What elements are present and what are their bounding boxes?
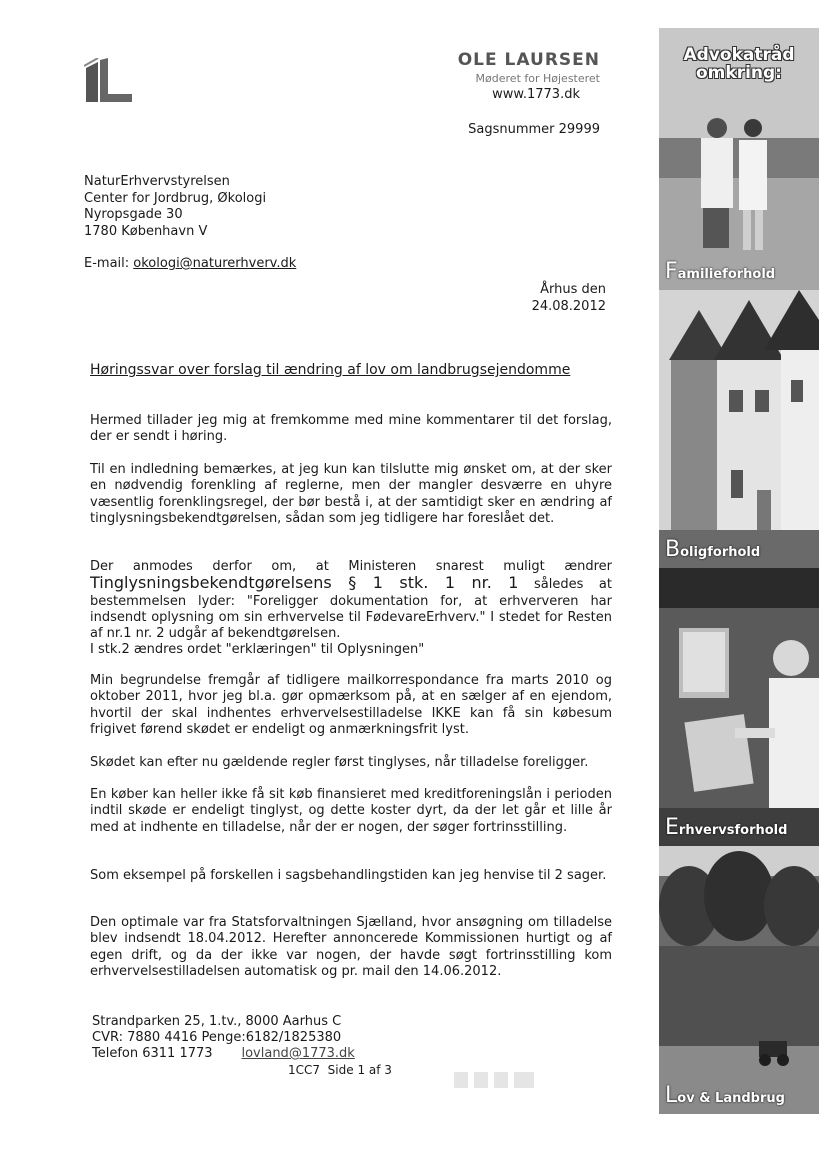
recipient-line: Nyropsgade 30 [84,207,183,222]
body-paragraph: Den optimale var fra Statsforvaltningen Sjælland, hvor ansøgning om tilladelse blev indsendt 18.04.2012. Herefter annoncerede Kommissionen hurtigt og af egen drift, og da der ikke var nogen, der havde søgt fortrinsstilling kom erhvervelsestilladelsen automatisk og pr. mail den 14.06.2012. [90,915,612,979]
label-initial: F [665,259,678,284]
date-place: Århus den [540,282,606,297]
lawyer-name: OLE LAURSEN [457,50,600,70]
label-rest: ov & Landbrug [677,1091,785,1106]
sidebar-panel-family[interactable] [659,28,819,290]
case-number: Sagsnummer 29999 [468,122,600,137]
label-initial: B [665,537,681,562]
panel-label-agriculture [665,1083,785,1108]
request-text: således at bestemmelsen lyder: "Foreligger dokumentation for, at erhververen har indsendt oplysning om sin erhvervelse til FødevareErhverv." I stedet for Resten af nr.1 nr. 2 udgår af bekendtgørelsen. [90,577,612,642]
website[interactable]: www.1773.dk [492,87,580,102]
sidebar-panel-housing[interactable] [659,290,819,568]
sidebar-title-line: Advokatråd [683,45,795,65]
label-rest: amilieforhold [677,267,776,282]
panel-label-business [665,815,787,840]
label-rest: oligforhold [680,545,761,560]
sidebar-panel-agriculture[interactable] [659,846,819,1114]
footer-contact [92,1014,355,1062]
body-paragraph: Som eksempel på forskellen i sagsbehandlingstiden kan jeg henvise til 2 sager. [90,868,607,883]
houses-image [659,290,819,568]
recipient-email-link[interactable]: okologi@naturerhverv.dk [133,256,297,271]
label-initial: L [665,1083,678,1108]
recipient-email-line [84,256,296,271]
panel-label-housing [665,537,760,562]
request-line: Der anmodes derfor om, at Ministeren snarest muligt ændrer [90,559,612,574]
office-worker-image [659,568,819,846]
letter-subject: Høringssvar over forslag til ændring af lov om landbrugsejendomme [90,362,571,378]
page-indicator [288,1063,392,1077]
recipient-line: Center for Jordbrug, Økologi [84,190,267,206]
panel-label-family [665,259,775,284]
sidebar-title [665,46,813,82]
recipient-line: 1780 København V [84,223,208,239]
date-value: 24.08.2012 [531,299,606,314]
body-paragraph: En køber kan heller ikke få sit køb finansieret med kreditforeningslån i perioden indtil skøde er endeligt tinglyst, og dette koster dyrt, da der let går et lille år med at indhente en tilladelse, når der er nogen, der søger fortrinsstilling. [90,787,612,835]
footer-email-link[interactable]: lovland@1773.dk [241,1046,355,1061]
page-code: 1CC7 [288,1063,321,1077]
footer-phone: Telefon 6311 1773 [92,1046,213,1061]
letter-date [510,281,606,315]
sidebar-title-line: omkring: [696,63,782,83]
sidebar-panel-business[interactable] [659,568,819,846]
recipient-line: NaturErhvervstyrelsen [84,174,230,189]
firm-logo [84,58,136,106]
label-initial: E [665,815,679,840]
footer-address: Strandparken 25, 1.tv., 8000 Aarhus C [92,1014,342,1029]
recipient-address [84,174,266,240]
request-amendment: I stk.2 ændres ordet "erklæringen" til Oplysningen" [90,642,425,658]
body-paragraph: Skødet kan efter nu gældende regler først tinglyses, når tilladelse foreligger. [90,755,589,770]
page-label: Side 1 af 3 [327,1063,392,1077]
lawyer-title: Møderet for Højesteret [475,72,600,85]
footer-cvr: CVR: 7880 4416 Penge:6182/1825380 [92,1030,342,1045]
body-paragraph: Hermed tillader jeg mig at fremkomme med mine kommentarer til det forslag, der er sendt i høring. [90,413,612,445]
body-paragraph-request [90,559,612,659]
faint-stamp [452,1068,538,1092]
statute-reference: Tinglysningsbekendtgørelsens § 1 stk. 1 nr. 1 [90,573,519,593]
advice-sidebar [659,28,819,1114]
farmland-image [659,846,819,1114]
body-paragraph: Til en indledning bemærkes, at jeg kun kan tilslutte mig ønsket om, at der sker en nødvendig forenkling af reglerne, men der mangler desværre en uhyre væsentlig forenklingsregel, der bør bestå i, at der samtidigt sker en ændring af tinglysningsbekendtgørelsen, sådan som jeg tidligere har foreslået det. [90,462,612,526]
body-paragraph: Min begrundelse fremgår af tidligere mailkorrespondance fra marts 2010 og oktober 2011, hvor jeg bl.a. gør opmærksom på, at en sælger af en ejendom, hvortil der skal indhentes erhvervelsestilladelse IKKE kan få sin købesum frigivet førend skødet er endeligt og anmærkningsfrit lyst. [90,673,612,737]
label-rest: rhvervsforhold [678,823,788,838]
email-label: E-mail: [84,256,134,271]
